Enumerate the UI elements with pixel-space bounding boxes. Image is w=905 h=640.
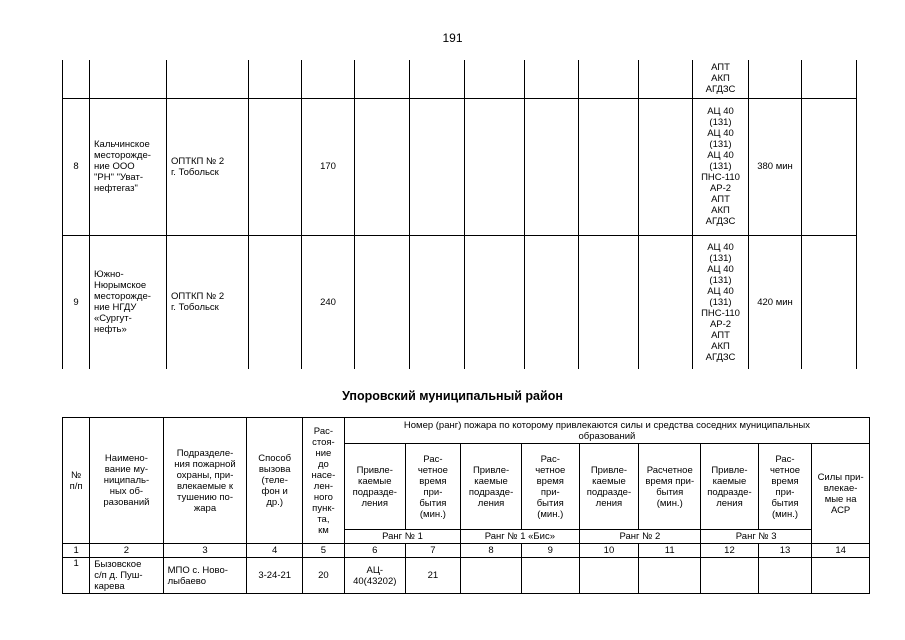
row-number: 9 xyxy=(63,235,90,369)
header-time: Расчетное время при- бытия (мин.) xyxy=(639,444,701,530)
row-number: 1 xyxy=(63,558,90,594)
row-number: 8 xyxy=(63,98,90,235)
vehicles-list: АПТ АКП АГДЗС xyxy=(705,62,736,96)
header-units: Привле- каемые подразде- ления xyxy=(461,444,522,530)
arrival-time: 420 мин xyxy=(749,235,802,369)
rank-label: Ранг № 3 xyxy=(701,530,812,544)
header-call-method: Способ вызова (теле- фон и др.) xyxy=(247,418,303,544)
section-title: Упоровский муниципальный район xyxy=(342,389,563,403)
upper-continuation-table xyxy=(62,60,857,369)
column-number: 7 xyxy=(405,544,461,558)
rank-label: Ранг № 1 «Бис» xyxy=(461,530,579,544)
fire-unit: ОПТКП № 2 г. Тобольск xyxy=(167,98,249,235)
header-row-1 xyxy=(63,418,870,444)
header-units: Привле- каемые подразде- ления xyxy=(344,444,405,530)
column-number: 14 xyxy=(812,544,870,558)
column-number: 4 xyxy=(247,544,303,558)
rank1-units: АЦ- 40(43202) xyxy=(344,558,405,594)
table-row xyxy=(63,558,870,594)
column-number: 13 xyxy=(758,544,811,558)
distance: 240 xyxy=(302,235,355,369)
district-forces-table xyxy=(62,417,870,594)
column-number: 3 xyxy=(163,544,247,558)
call-phone: 3-24-21 xyxy=(247,558,303,594)
column-number: 12 xyxy=(701,544,759,558)
header-time: Рас- четное время при- бытия (мин.) xyxy=(758,444,811,530)
header-name: Наимено- вание му- ниципаль- ных об- разований xyxy=(90,418,163,544)
column-number: 6 xyxy=(344,544,405,558)
object-name: Южно- Нюрымское месторожде- ние НГДУ «Сургут- нефть» xyxy=(90,235,167,369)
header-unit: Подразделе- ния пожарной охраны, при- влекаемые к тушению по- жара xyxy=(163,418,247,544)
vehicles-list: АЦ 40 (131) АЦ 40 (131) АЦ 40 (131) ПНС-110 АР-2 АПТ АКП АГДЗС xyxy=(693,98,749,235)
object-name: Кальчинское месторожде- ние ООО "РН" "Уват- нефтегаз" xyxy=(90,98,167,235)
column-number: 11 xyxy=(639,544,701,558)
column-number: 5 xyxy=(302,544,344,558)
column-number: 2 xyxy=(90,544,163,558)
header-asr-forces: Силы при- влекае- мые на АСР xyxy=(812,444,870,544)
rank1-time: 21 xyxy=(405,558,461,594)
column-number: 1 xyxy=(63,544,90,558)
fire-unit: МПО с. Ново- лыбаево xyxy=(163,558,247,594)
table-row xyxy=(63,98,857,235)
settlement-name: Бызовское с/п д. Пуш- карева xyxy=(90,558,163,594)
vehicles-list: АЦ 40 (131) АЦ 40 (131) АЦ 40 (131) ПНС-110 АР-2 АПТ АКП АГДЗС xyxy=(693,235,749,369)
header-units: Привле- каемые подразде- ления xyxy=(579,444,639,530)
column-number: 8 xyxy=(461,544,522,558)
rank-label: Ранг № 1 xyxy=(344,530,460,544)
column-number-row xyxy=(63,544,870,558)
fire-unit: ОПТКП № 2 г. Тобольск xyxy=(167,235,249,369)
column-number: 9 xyxy=(521,544,579,558)
header-num: № п/п xyxy=(63,418,90,544)
continued-row xyxy=(63,60,857,98)
arrival-time: 380 мин xyxy=(749,98,802,235)
header-time: Рас- четное время при- бытия (мин.) xyxy=(521,444,579,530)
rank-label: Ранг № 2 xyxy=(579,530,701,544)
column-number: 10 xyxy=(579,544,639,558)
header-units: Привле- каемые подразде- ления xyxy=(701,444,759,530)
table-row xyxy=(63,235,857,369)
header-distance: Рас- стоя- ние до насе- лен- ного пунк- та, км xyxy=(302,418,344,544)
header-time: Рас- четное время при- бытия (мин.) xyxy=(405,444,461,530)
distance: 170 xyxy=(302,98,355,235)
distance: 20 xyxy=(302,558,344,594)
header-fire-rank-group: Номер (ранг) пожара по которому привлекаются силы и средства соседних муниципальных образований xyxy=(344,418,869,444)
page-number: 191 xyxy=(442,31,463,45)
